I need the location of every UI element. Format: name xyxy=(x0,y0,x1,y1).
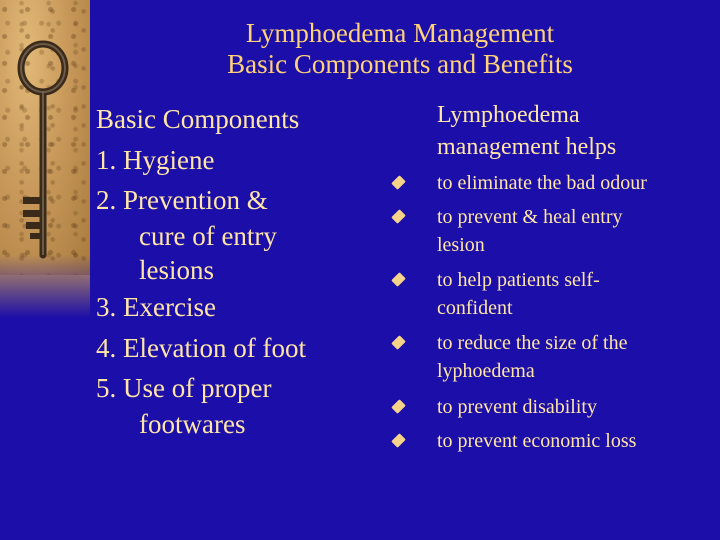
bullet-text-continuation: lesion xyxy=(437,234,485,256)
list-item: 4. Elevation of foot xyxy=(96,333,306,363)
bullet-text-continuation: lyphoedema xyxy=(437,360,535,382)
list-item: 1. Hygiene xyxy=(96,145,215,175)
strip-fade xyxy=(0,255,90,540)
title-line-1: Lymphoedema Management xyxy=(245,18,555,48)
bullet-text-continuation: confident xyxy=(437,297,513,319)
benefits-heading-line-2: management helps xyxy=(437,134,617,160)
bullet-diamond-icon xyxy=(391,272,406,287)
bullet-text: to prevent disability xyxy=(437,396,597,418)
slide-title xyxy=(100,18,700,80)
bullet-diamond-icon xyxy=(391,335,406,350)
decorative-side-strip xyxy=(0,0,90,540)
list-item-continuation: lesions xyxy=(139,255,215,285)
bullet-diamond-icon xyxy=(391,175,406,190)
bullet-text: to prevent & heal entry xyxy=(437,206,623,228)
key-icon xyxy=(0,0,90,280)
list-item: 5. Use of proper xyxy=(96,373,272,403)
benefits-heading-line-1: Lymphoedema xyxy=(437,102,580,128)
basic-components-list xyxy=(96,99,376,441)
list-item: 2. Prevention & xyxy=(96,185,268,215)
bullet-diamond-icon xyxy=(391,433,406,448)
list-item-continuation: cure of entry xyxy=(139,221,277,251)
bullet-diamond-icon xyxy=(391,399,406,414)
benefits-heading xyxy=(437,99,697,163)
bullet-text: to help patients self- xyxy=(437,269,600,291)
bullet-text: to prevent economic loss xyxy=(437,430,637,452)
list-item-continuation: footwares xyxy=(139,409,246,439)
bullet-diamond-icon xyxy=(391,209,406,224)
list-item: 3. Exercise xyxy=(96,292,216,322)
bullet-text: to reduce the size of the xyxy=(437,332,628,354)
bullet-text: to eliminate the bad odour xyxy=(437,172,647,194)
basic-components-heading: Basic Components xyxy=(96,104,300,134)
title-line-2: Basic Components and Benefits xyxy=(227,49,573,79)
